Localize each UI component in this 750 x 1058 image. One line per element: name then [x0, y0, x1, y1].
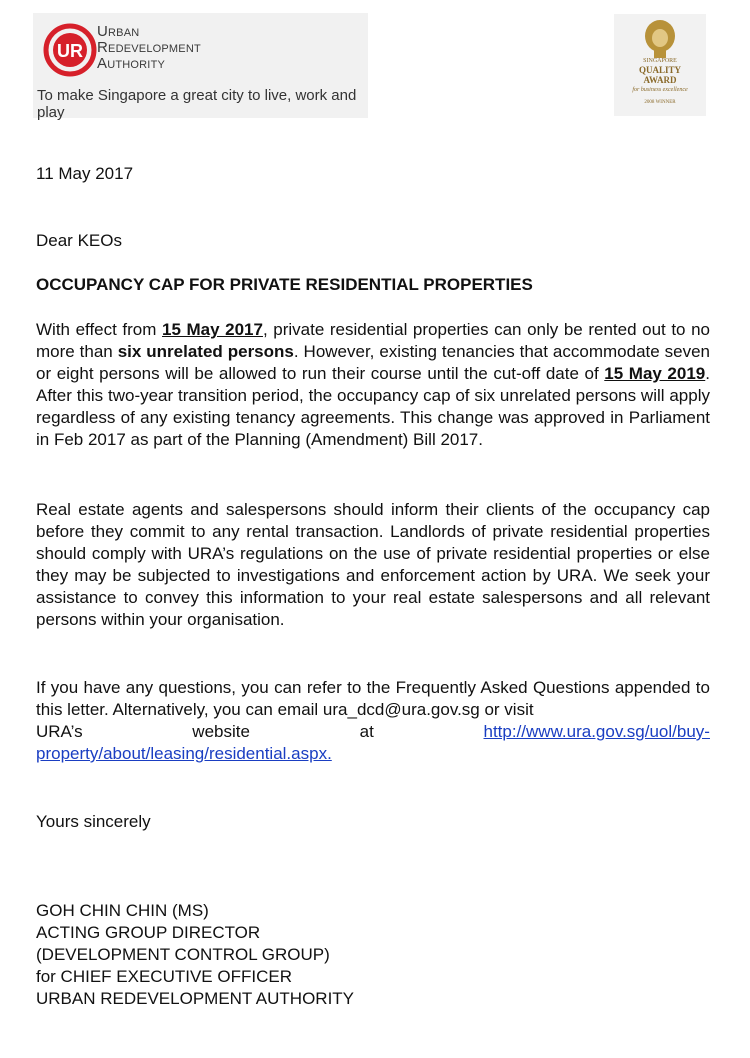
text: . After this two-year transition period, the occupancy cap of six unrelated persons will apply regardless of any existing tenancy agreements. This change was approved in Parliament in Feb 2017 as part of the Planning (Amendment) Bill 2017.	[36, 364, 710, 449]
logo-text: UR	[57, 41, 83, 61]
award-line: AWARD	[643, 75, 677, 85]
paragraph-effective-date	[36, 319, 710, 451]
ura-website-link[interactable]: http://www.ura.gov.sg/uol/buy-	[483, 722, 710, 741]
salutation: Dear KEOs	[36, 231, 122, 250]
signature-line: GOH CHIN CHIN (MS)	[36, 901, 209, 920]
org-name-line: Authority	[97, 55, 166, 72]
org-name-line: Urban	[97, 23, 140, 40]
text: URA’s	[36, 722, 83, 741]
closing: Yours sincerely	[36, 812, 151, 831]
letter-date: 11 May 2017	[36, 164, 134, 183]
org-name-line: Redevelopment	[97, 39, 201, 56]
paragraph-questions	[36, 677, 710, 765]
award-line: for business excellence	[632, 87, 688, 93]
text: With effect from	[36, 320, 163, 339]
signature-line: URBAN REDEVELOPMENT AUTHORITY	[36, 989, 355, 1008]
letter-subject: OCCUPANCY CAP FOR PRIVATE RESIDENTIAL PROPERTIES	[36, 275, 533, 294]
award-line: SINGAPORE	[643, 58, 677, 64]
quality-award-badge	[614, 14, 706, 116]
signature-line: ACTING GROUP DIRECTOR	[36, 923, 261, 942]
text: website	[192, 722, 250, 741]
org-name	[97, 24, 201, 72]
ura-logo-icon	[43, 23, 97, 77]
text: , private residential properties can only be rented out to no more than	[36, 320, 710, 361]
award-line: 2008 WINNER	[644, 100, 676, 105]
signature-line: for CHIEF EXECUTIVE OFFICER	[36, 967, 292, 986]
ura-website-link[interactable]: property/about/leasing/residential.aspx.	[36, 744, 332, 763]
signature-block	[36, 900, 710, 1010]
website-line	[36, 721, 710, 743]
text: at	[359, 722, 374, 741]
paragraph-agents: Real estate agents and salespersons should inform their clients of the occupancy cap before they commit to any rental transaction. Landlords of private residential properties should comply with URA’s regulations on the use of private residential properties or else they may be subjected to investigations and enforcement action by URA. We seek your assistance to convey this information to your real estate salespersons and all relevant persons within your organisation.	[36, 500, 710, 629]
text: . However, existing tenancies that accommodate seven or eight persons will be allowed to run their course until the cut-off date of	[36, 342, 711, 383]
cutoff-date: 15 May 2019	[604, 364, 706, 383]
ura-letterhead	[33, 13, 368, 121]
effective-date: 15 May 2017	[162, 320, 263, 339]
tagline: To make Singapore a great city to live, work and play	[37, 87, 357, 121]
signature-line: (DEVELOPMENT CONTROL GROUP)	[36, 945, 330, 964]
text: If you have any questions, you can refer to the Frequently Asked Questions appended to this letter. Alternatively, you can email ura_dcd@ura.gov.sg or visit	[36, 678, 710, 719]
award-line: QUALITY	[638, 65, 681, 75]
occupancy-limit: six unrelated persons	[117, 342, 294, 361]
